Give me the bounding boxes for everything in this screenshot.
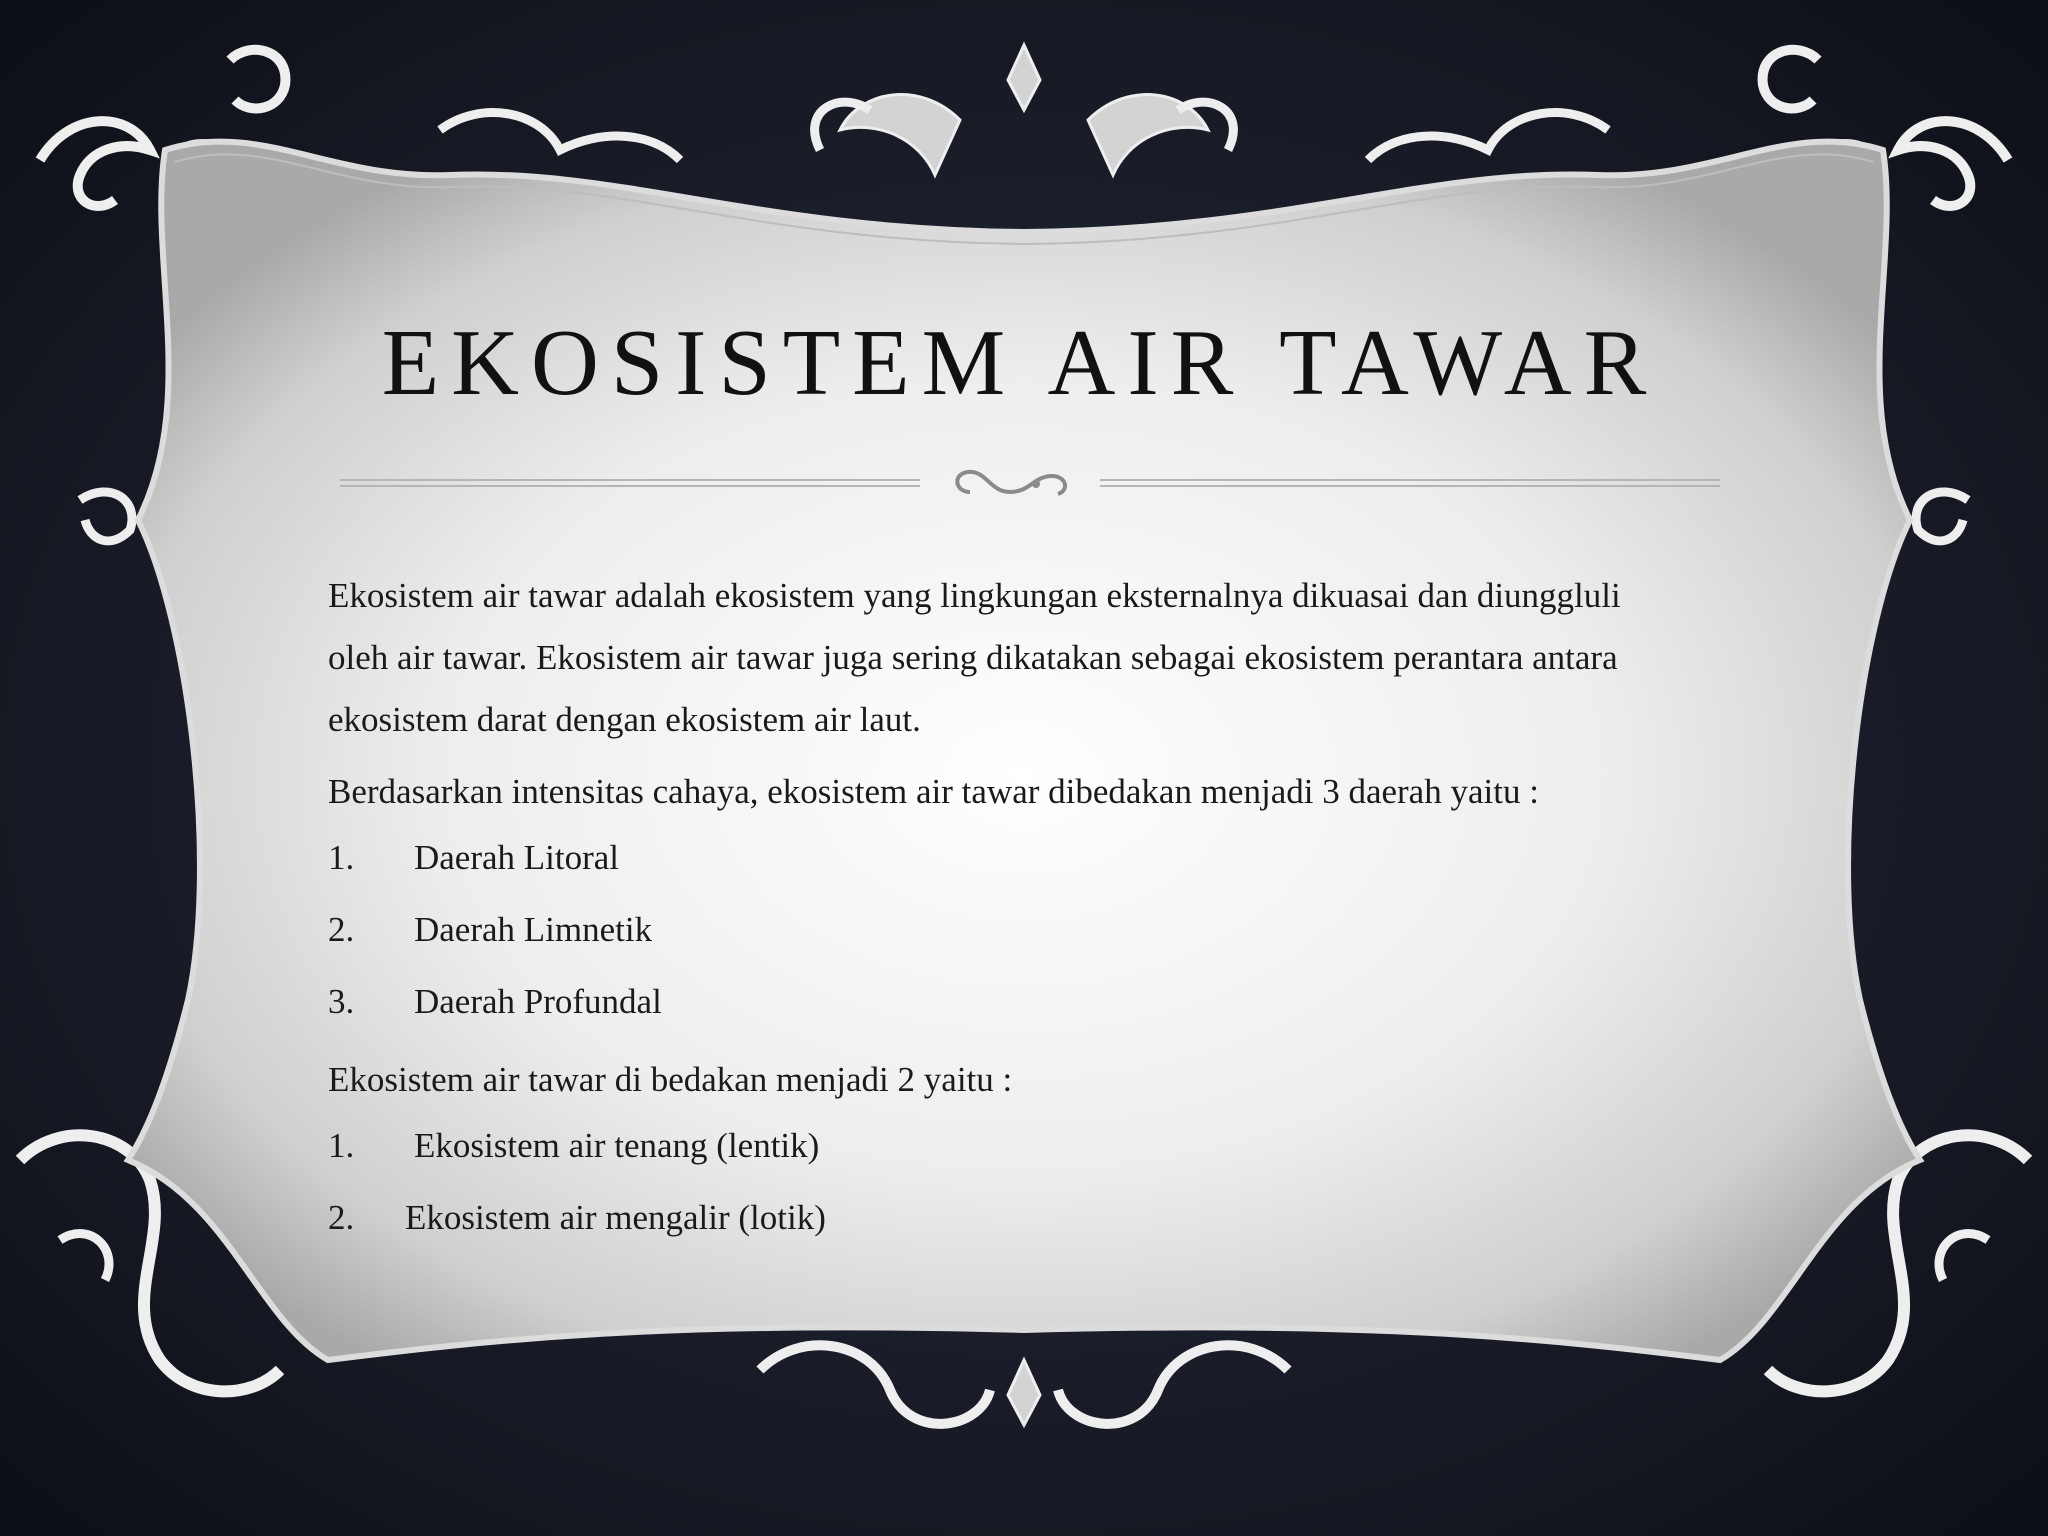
- list-item: [328, 905, 1688, 955]
- intro-paragraph: Ekosistem air tawar adalah ekosistem yang lingkungan eksternalnya dikuasai dan diunggluli oleh air tawar. Ekosistem air tawar juga sering dikatakan sebagai ekosistem perantara antara ekosistem darat dengan ekosistem air laut.: [328, 576, 1621, 739]
- water-flow-paragraph: Ekosistem air tawar di bedakan menjadi 2 yaitu :: [328, 1060, 1013, 1099]
- list-number: 2.: [328, 910, 355, 949]
- slide-body: [328, 565, 1688, 1265]
- list-text: Daerah Profundal: [414, 982, 662, 1021]
- list-text: Daerah Litoral: [414, 838, 620, 877]
- list-item: [328, 833, 1688, 883]
- title-divider: [340, 458, 1720, 508]
- list-item: [328, 977, 1688, 1027]
- list-item: [328, 1193, 1688, 1243]
- list-number: 2.: [328, 1198, 355, 1237]
- list-text: Daerah Limnetik: [414, 910, 653, 949]
- light-intensity-paragraph: Berdasarkan intensitas cahaya, ekosistem air tawar dibedakan menjadi 3 daerah yaitu :: [328, 772, 1539, 811]
- list-number: 1.: [328, 1126, 355, 1165]
- list-text: Ekosistem air mengalir (lotik): [405, 1198, 826, 1237]
- list-text: Ekosistem air tenang (lentik): [414, 1126, 820, 1165]
- list-number: 3.: [328, 982, 355, 1021]
- scroll-flourish-icon: [957, 472, 1065, 494]
- slide-title: EKOSISTEM AIR TAWAR: [381, 311, 1659, 415]
- list-number: 1.: [328, 838, 355, 877]
- list-item: [328, 1121, 1688, 1171]
